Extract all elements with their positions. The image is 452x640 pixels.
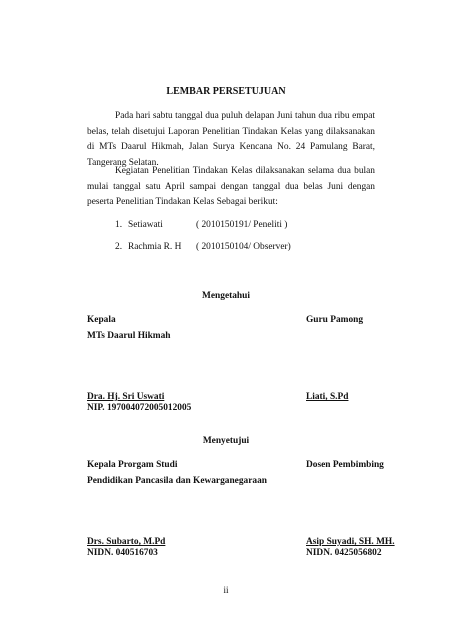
participant-2-id: ( 2010150104/ Observer) (196, 242, 291, 252)
menyetujui-left-title-1: Kepala Prorgam Studi (87, 460, 178, 470)
mengetahui-left-signatory-name: Dra. Hj. Sri Uswati (87, 392, 165, 402)
participant-2-name: Rachmia R. H (128, 242, 182, 252)
mengetahui-left-nip: NIP. 197004072005012005 (87, 403, 192, 413)
menyetujui-left-title-2: Pendidikan Pancasila dan Kewarganegaraan (87, 476, 267, 486)
mengetahui-right-title: Guru Pamong (306, 315, 364, 325)
menyetujui-right-signatory-name: Asip Suyadi, SH. MH. (306, 537, 395, 547)
participant-2-number: 2. (115, 242, 123, 252)
participant-1-id: ( 2010150191/ Peneliti ) (196, 220, 288, 230)
mengetahui-left-title-1: Kepala (87, 315, 116, 325)
menyetujui-left-nidn: NIDN. 040516703 (87, 548, 158, 558)
paragraph-2-text: Kegiatan Penelitian Tindakan Kelas dilaksanakan selama dua bulan mulai tanggal satu April sampai dengan tanggal dua belas Juni dengan peserta Penelitian Tindakan Kelas Sebagai berikut: (87, 166, 375, 207)
menyetujui-right-nidn: NIDN. 0425056802 (306, 548, 382, 558)
mengetahui-left-title-2: MTs Daarul Hikmah (87, 331, 171, 341)
paragraph-2 (87, 164, 375, 211)
menyetujui-heading: Menyetujui (202, 436, 250, 446)
menyetujui-right-title: Dosen Pembimbing (306, 460, 384, 470)
mengetahui-heading: Mengetahui (202, 291, 250, 301)
participant-1-number: 1. (115, 220, 123, 230)
paragraph-1-text: Pada hari sabtu tanggal dua puluh delapan Juni tahun dua ribu empat belas, telah disetujui Laporan Penelitian Tindakan Kelas yang dilaksanakan di MTs Daarul Hikmah, Jalan Surya Kencana No. 24 Pamulang Barat, Tangerang Selatan. (87, 111, 375, 168)
menyetujui-left-signatory-name: Drs. Subarto, M.Pd (87, 537, 166, 547)
page-title: LEMBAR PERSETUJUAN (166, 86, 286, 97)
paragraph-1 (87, 109, 375, 171)
page-number: ii (223, 585, 229, 595)
participant-1-name: Setiawati (128, 220, 163, 230)
mengetahui-right-signatory-name: Liati, S.Pd (306, 392, 349, 402)
